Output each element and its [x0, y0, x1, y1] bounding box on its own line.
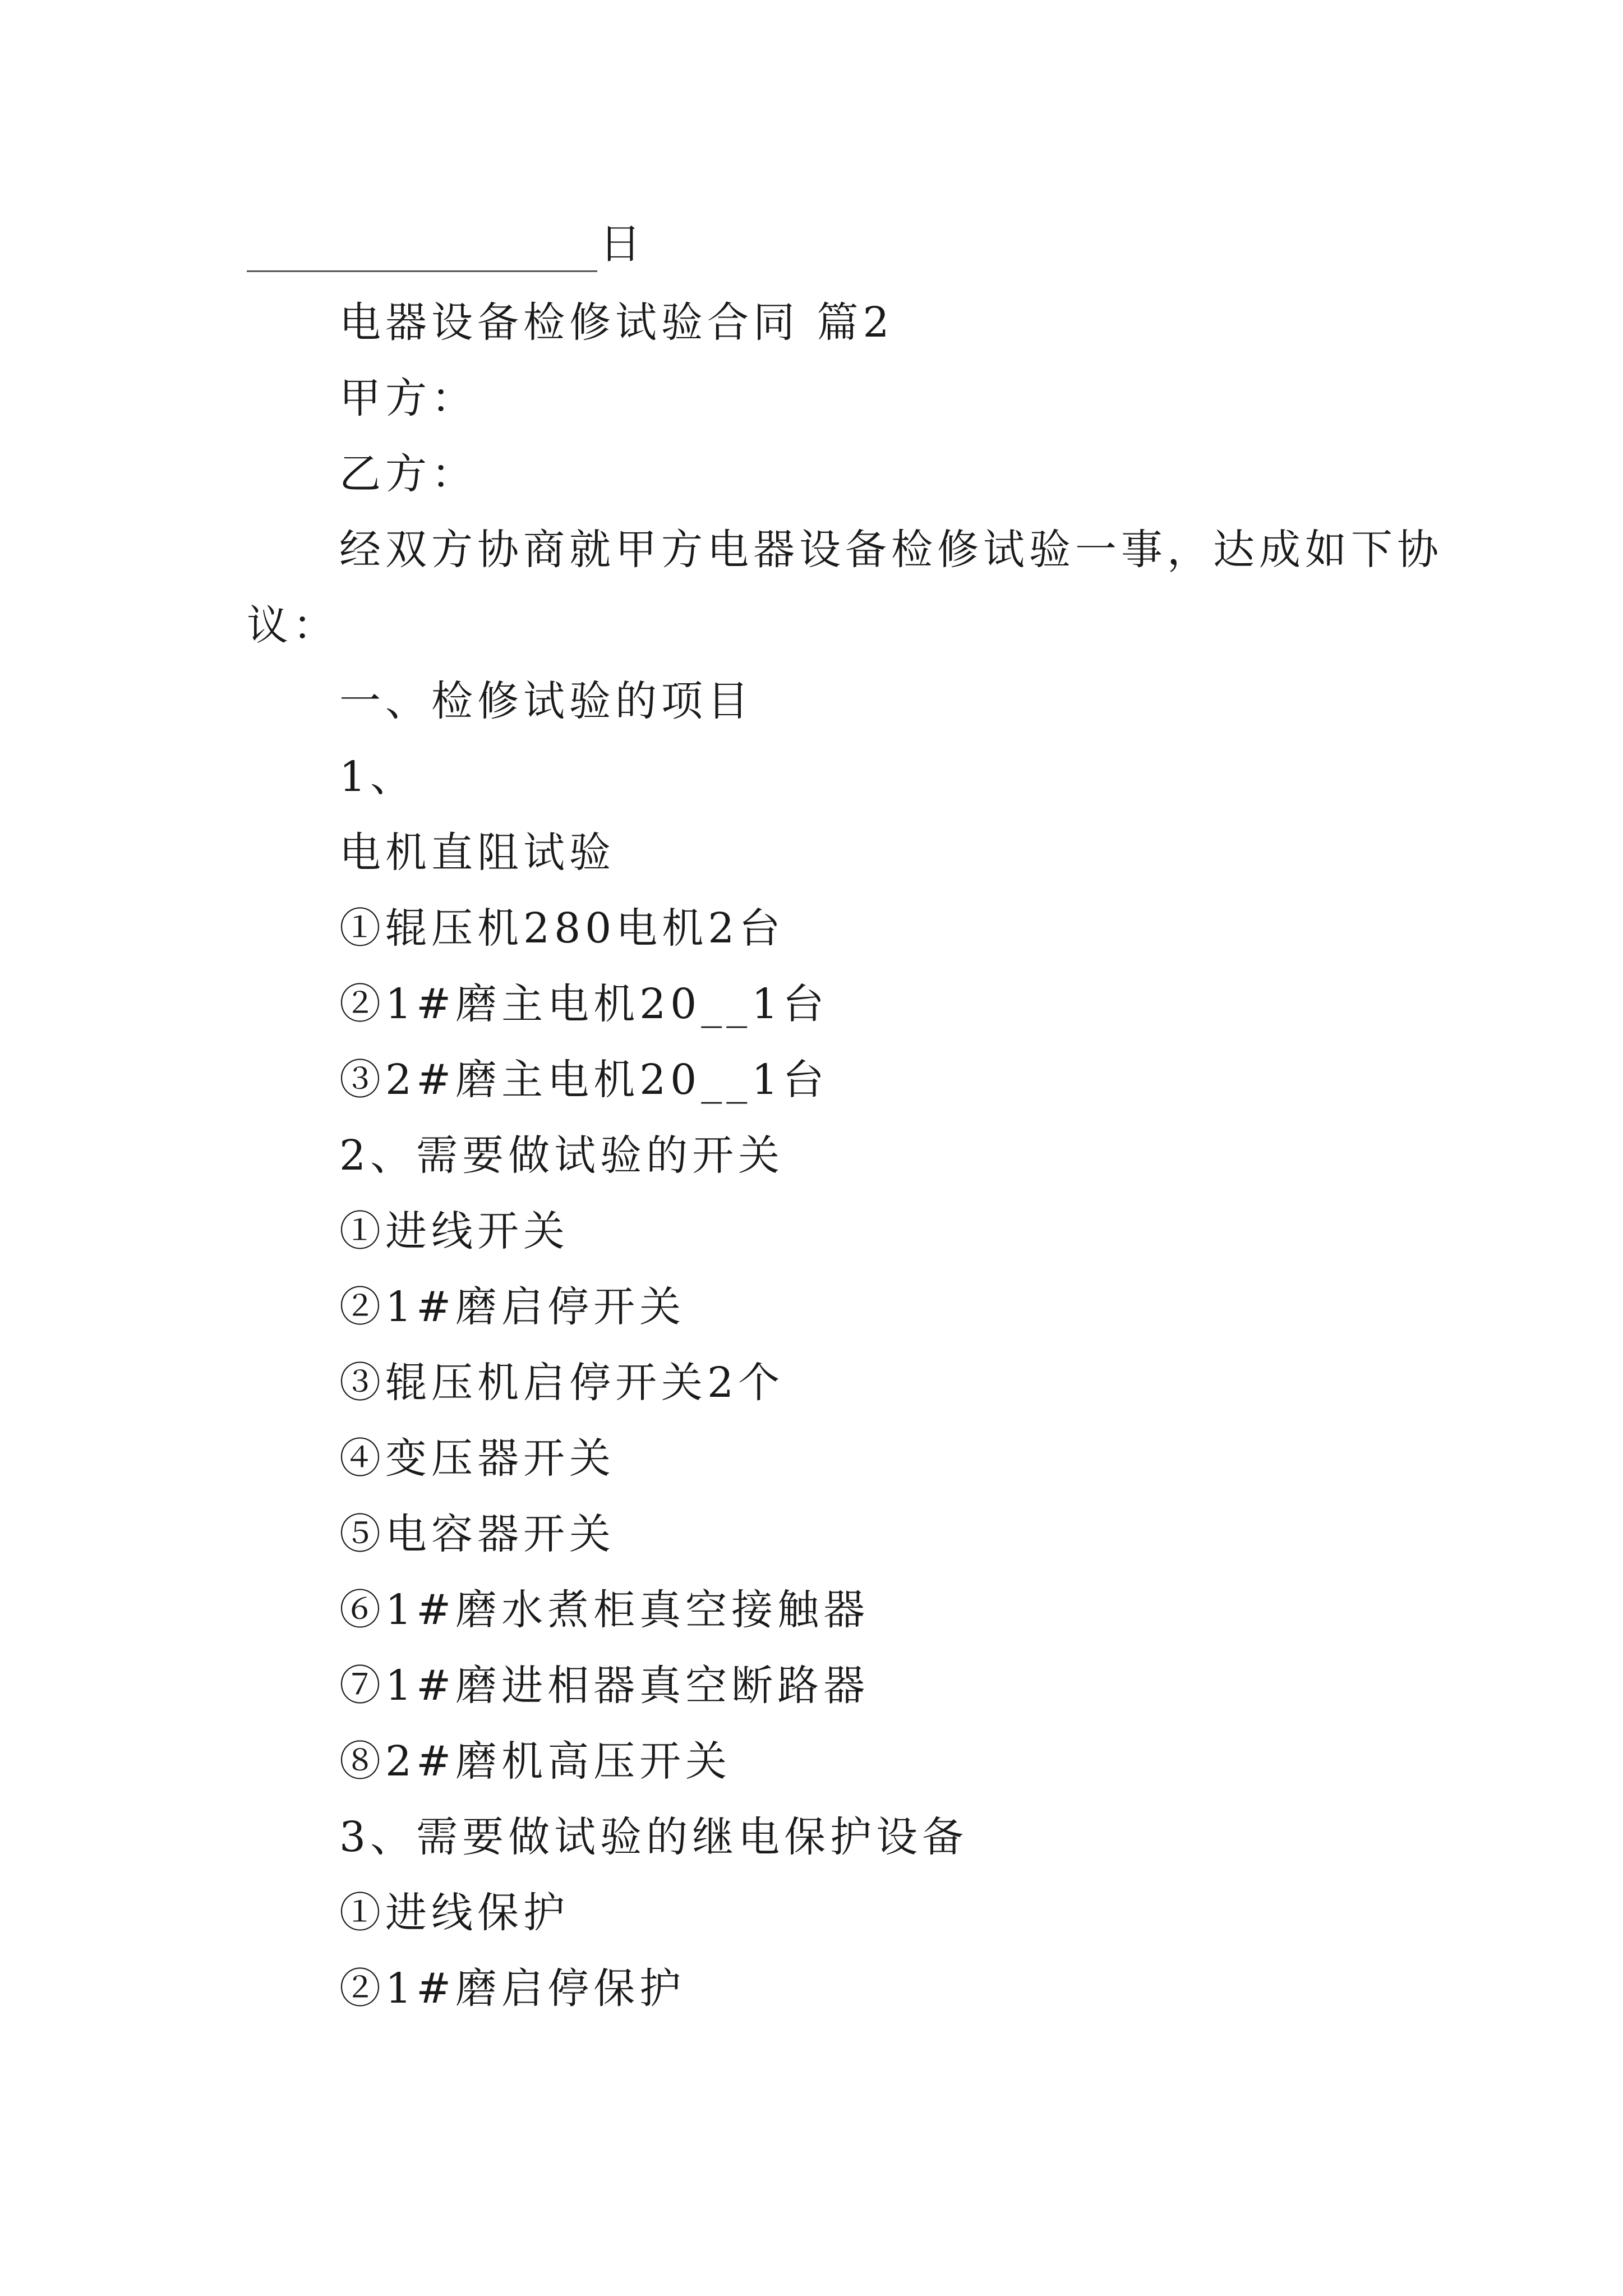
date-blank [247, 227, 597, 272]
contract-heading: 电器设备检修试验合同 篇2 [339, 298, 894, 347]
list-item: ①进线保护 [339, 1889, 569, 1937]
list-item: ⑤电容器开关 [339, 1510, 615, 1558]
item-title: 3、需要做试验的继电保护设备 [339, 1813, 969, 1861]
list-item: ③辊压机启停开关2个 [339, 1359, 785, 1407]
list-item: ①进线开关 [339, 1207, 569, 1255]
list-item: ⑧2#磨机高压开关 [339, 1737, 732, 1786]
intro-paragraph-line1: 经双方协商就甲方电器设备检修试验一事，达成如下协 [339, 526, 1443, 574]
section-title: 一、检修试验的项目 [339, 677, 753, 725]
list-item: ④变压器开关 [339, 1434, 615, 1483]
item-number: 1、 [339, 753, 417, 801]
list-item: ③2#磨主电机20__1台 [339, 1056, 829, 1104]
list-item: ⑦1#磨进相器真空断路器 [339, 1662, 870, 1710]
item-title: 电机直阻试验 [339, 829, 615, 877]
list-item: ②1#磨启停保护 [339, 1964, 686, 2013]
list-item: ⑥1#磨水煮柜真空接触器 [339, 1586, 870, 1634]
item-title: 2、需要做试验的开关 [339, 1131, 785, 1180]
list-item: ②1#磨启停开关 [339, 1283, 686, 1331]
party-b-label: 乙方： [339, 450, 477, 498]
party-a-label: 甲方： [339, 374, 477, 422]
list-item: ②1#磨主电机20__1台 [339, 980, 829, 1028]
date-line [247, 216, 645, 272]
date-suffix: 日 [600, 220, 645, 268]
list-item: ①辊压机280电机2台 [339, 904, 785, 953]
intro-paragraph-line2: 议： [247, 601, 339, 650]
